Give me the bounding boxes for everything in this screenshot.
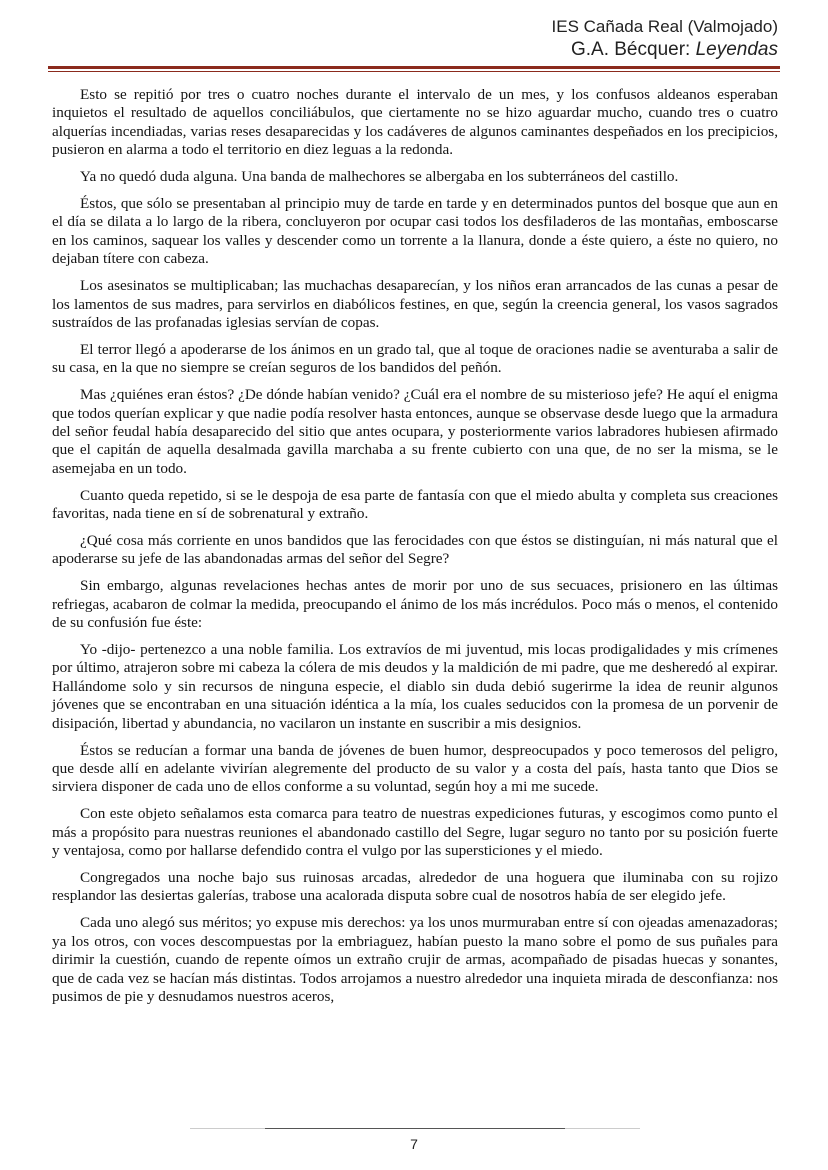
page-header (552, 16, 778, 62)
paragraph-8: ¿Qué cosa más corriente en unos bandidos que las ferocidades con que éstos se distinguían, ni más natural que el apoderarse su jefe de las abandonadas armas del señor del Segre? (52, 532, 778, 568)
paragraph-14: Cada uno alegó sus méritos; yo expuse mis derechos: ya los unos murmuraban entre sí con ojeadas amenazadoras; ya los otros, con voces descompuestas por la embriaguez, habían puesto la mano sobre el pomo de sus puñales para dirimir la cuestión, cuando de repente oímos un extraño crujir de armas, acompañado de pisadas huecas y sonantes, que de cada vez se hacían más distintas. Todos arrojamos a nuestro alrededor una inquieta mirada de desconfianza: nos pusimos de pie y desnudamos nuestros aceros, (52, 914, 778, 1005)
paragraph-11: Éstos se reducían a formar una banda de jóvenes de buen humor, despreocupados y poco temerosos del peligro, que desde allí en adelante vivirían alegremente del producto de su valor y a costa del país, hasta tanto que Dios se sirviera disponer de cada uno de ellos conforme a su voluntad, según hoy a mi me sucede. (52, 741, 778, 796)
paragraph-10: Yo -dijo- pertenezco a una noble familia. Los extravíos de mi juventud, mis locas prodigalidades y mis crímenes por último, atrajeron sobre mi cabeza la cólera de mis deudos y la maldición de mi padre, que me desheredó al expirar. Hallándome solo y sin recursos de ninguna especie, el diablo sin duda debió sugerirme la idea de reunir algunos jóvenes que se encontraban en una situación idéntica a la mía, los cuales seducidos con la promesa de un porvenir de disipación, libertad y abundancia, no vacilaron un instante en suscribir a mis designios. (52, 641, 778, 732)
paragraph-4: Los asesinatos se multiplicaban; las muchachas desaparecían, y los niños eran arrancados de las cunas a pesar de los lamentos de sus madres, para servirlos en diabólicos festines, en que, según la creencia general, los vasos sagrados sustraídos de las profanadas iglesias servían de copas. (52, 277, 778, 331)
footer-rule-accent (265, 1128, 565, 1129)
paragraph-5: El terror llegó a apoderarse de los ánimos en un grado tal, que al toque de oraciones nadie se aventuraba a salir de su casa, en la que no siempre se creían seguros de los bandidos del peñón. (52, 340, 778, 377)
paragraph-6: Mas ¿quiénes eran éstos? ¿De dónde habían venido? ¿Cuál era el nombre de su misterioso jefe? He aquí el enigma que todos querían explicar y que nadie podía resolver hasta entonces, aunque se observase desde luego que la armadura del señor feudal había desaparecido del sitio que antes ocupara, y posteriormente varios labradores hubiesen afirmado que el capitán de aquella desalmada gavilla marchaba a su frente cubierto con una que, de no ser la misma, se le asemejaba en un todo. (52, 386, 778, 477)
header-work-title: Leyendas (695, 39, 778, 60)
page-number: 7 (410, 1136, 418, 1152)
header-rule-thick (48, 66, 780, 69)
header-rule-thin (48, 71, 780, 72)
paragraph-12: Con este objeto señalamos esta comarca para teatro de nuestras expediciones futuras, y escogimos como punto el más a propósito para nuestras reuniones el abandonado castillo del Segre, lugar seguro no tanto por su posición fuerte y ventajosa, como por hallarse defendido contra el vulgo por las supersticiones y el miedo. (52, 805, 778, 860)
page-body (52, 86, 778, 1015)
header-institution: IES Cañada Real (Valmojado) (551, 17, 778, 36)
header-author-line (552, 38, 778, 62)
paragraph-2: Ya no quedó duda alguna. Una banda de malhechores se albergaba en los subterráneos del castillo. (80, 168, 679, 186)
paragraph-9: Sin embargo, algunas revelaciones hechas antes de morir por uno de sus secuaces, prisionero en las últimas refriegas, acabaron de colmar la medida, preocupando el ánimo de los más incrédulos. Poco más o menos, el contenido de su confusión fue éste: (52, 577, 778, 632)
paragraph-3: Éstos, que sólo se presentaban al principio muy de tarde en tarde y en determinados puntos del bosque que aun en el día se dilata a lo largo de la ribera, concluyeron por ocupar casi todos los desfiladeros de las montañas, emboscarse en los caminos, saquear los valles y descender como un torrente a la llanura, donde a éste quiero, a éste no quiero, no dejaban títere con cabeza. (52, 195, 778, 268)
header-author: G.A. Bécquer: (570, 39, 691, 60)
paragraph-13: Congregados una noche bajo sus ruinosas arcadas, alrededor de una hoguera que iluminaba con su rojizo resplandor las desiertas galerías, trabose una acalorada disputa sobre cual de nosotros había de ser elegido jefe. (52, 869, 778, 905)
paragraph-1: Esto se repitió por tres o cuatro noches durante el intervalo de un mes, y los confusos aldeanos esperaban inquietos el resultado de aquellos conciliábulos, que ciertamente no se hizo aguardar mucho, cuando tres o cuatro alquerías incendiadas, varias reses desaparecidas y los cadáveres de algunos caminantes despeñados en los precipicios, pusieron en alarma a todo el territorio en diez leguas a la redonda. (52, 86, 778, 159)
paragraph-7: Cuanto queda repetido, si se le despoja de esa parte de fantasía con que el miedo abulta y completa sus creaciones favoritas, nada tiene en sí de sobrenatural y extraño. (52, 486, 778, 523)
